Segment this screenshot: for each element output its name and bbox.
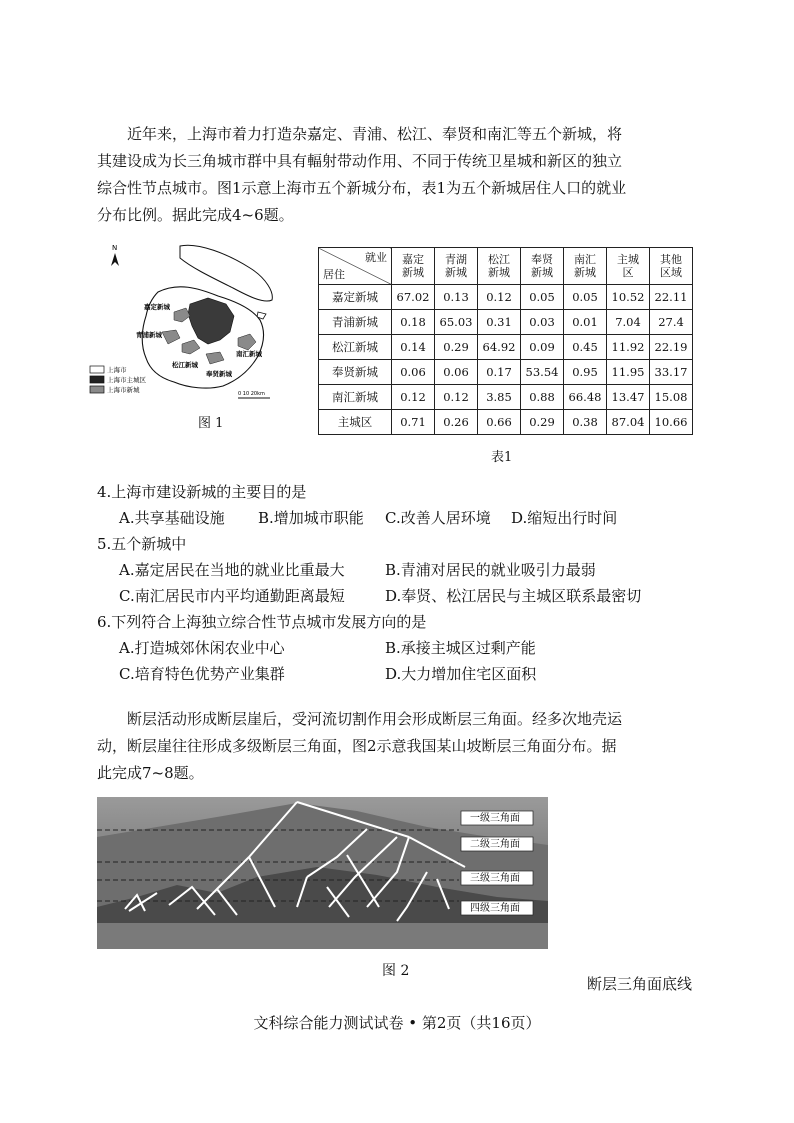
level-2-label: 二级三角面 [470, 839, 520, 850]
question-4-stem: 4.上海市建设新城的主要目的是 [97, 483, 307, 501]
q6-option-d: D.大力增加住宅区面积 [385, 665, 537, 683]
column-header: 嘉定 新城 [392, 248, 435, 285]
question-5-stem: 5.五个新城中 [97, 535, 187, 553]
table-cell: 22.11 [650, 285, 693, 310]
passage2-paragraph [97, 706, 697, 787]
intro-line: 综合性节点城市。图1示意上海市五个新城分布，表1为五个新城居住人口的就业 [97, 179, 627, 197]
table-cell: 0.66 [478, 410, 521, 435]
table-cell: 87.04 [607, 410, 650, 435]
table-cell: 0.12 [435, 385, 478, 410]
table-row [319, 385, 693, 410]
table-cell: 0.45 [564, 335, 607, 360]
q4-option-c: C.改善人居环境 [385, 509, 491, 527]
intro-paragraph [97, 121, 697, 229]
corner-top-label: 就业 [365, 251, 387, 264]
column-header: 南汇 新城 [564, 248, 607, 285]
table-cell: 22.19 [650, 335, 693, 360]
q5-option-c: C.南汇居民市内平均通勤距离最短 [119, 587, 345, 605]
table-cell: 3.85 [478, 385, 521, 410]
fengxian-label: 奉贤新城 [206, 370, 232, 378]
table-cell: 13.47 [607, 385, 650, 410]
level-4-label: 四级三角面 [470, 903, 520, 914]
legend-main-city: 上海市主城区 [107, 376, 146, 384]
table-cell: 0.14 [392, 335, 435, 360]
q5-option-b: B.青浦对居民的就业吸引力最弱 [385, 561, 596, 579]
row-label: 松江新城 [319, 335, 392, 360]
table-cell: 0.88 [521, 385, 564, 410]
q6-option-b: B.承接主城区过剩产能 [385, 639, 536, 657]
column-header: 奉贤 新城 [521, 248, 564, 285]
q4-option-b: B.增加城市职能 [258, 509, 364, 527]
intro-line: 其建设成为长三角城市群中具有輻射带动作用、不同于传统卫星城和新区的独立 [97, 152, 623, 170]
table-row [319, 335, 693, 360]
songjiang-label: 松江新城 [172, 361, 198, 369]
table-cell: 0.03 [521, 310, 564, 335]
table-cell: 0.29 [521, 410, 564, 435]
legend-shanghai: 上海市 [107, 366, 127, 374]
qingpu-label: 青浦新城 [136, 331, 162, 339]
table-cell: 0.06 [392, 360, 435, 385]
employment-table [318, 247, 693, 435]
level-3-label: 三级三角面 [470, 873, 520, 884]
table-cell: 0.29 [435, 335, 478, 360]
table-cell: 0.18 [392, 310, 435, 335]
north-arrow-icon [111, 253, 119, 266]
table-cell: 0.38 [564, 410, 607, 435]
intro-line: 近年来，上海市着力打造杂嘉定、青浦、松江、奉贤和南汇等五个新城，将 [127, 125, 623, 143]
table-cell: 65.03 [435, 310, 478, 335]
shanghai-new-cities-map [88, 240, 298, 405]
passage2-line: 断层活动形成断层崖后，受河流切割作用会形成断层三角面。经多次地壳运 [127, 710, 623, 728]
column-header: 青湖 新城 [435, 248, 478, 285]
table-cell: 0.95 [564, 360, 607, 385]
question-6-stem: 6.下列符合上海独立综合性节点城市发展方向的是 [97, 613, 427, 631]
q5-option-d: D.奉贤、松江居民与主城区联系最密切 [385, 587, 642, 605]
q5-option-a: A.嘉定居民在当地的就业比重最大 [119, 561, 345, 579]
table-cell: 0.01 [564, 310, 607, 335]
column-header: 其他 区域 [650, 248, 693, 285]
level-1-label: 一级三角面 [470, 813, 520, 824]
table-cell: 0.13 [435, 285, 478, 310]
table1-caption: 表1 [491, 450, 513, 465]
table-cell: 33.17 [650, 360, 693, 385]
map-legend [90, 365, 147, 394]
scale-label: 0 10 20km [238, 391, 265, 397]
passage2-line: 此完成7~8题。 [97, 764, 204, 782]
table-header-row [319, 248, 693, 285]
table-row [319, 360, 693, 385]
table-cell: 15.08 [650, 385, 693, 410]
figure2-caption: 图 2 [382, 963, 410, 979]
column-header: 松江 新城 [478, 248, 521, 285]
page-footer: 文科综合能力测试试卷 • 第2页（共16页） [253, 1014, 541, 1032]
fault-facet-photo [97, 797, 548, 949]
intro-line: 分布比例。据此完成4~6题。 [97, 206, 294, 224]
table-cell: 64.92 [478, 335, 521, 360]
table-row [319, 410, 693, 435]
table-cell: 27.4 [650, 310, 693, 335]
table-cell: 0.12 [392, 385, 435, 410]
q6-option-c: C.培育特色优势产业集群 [119, 665, 285, 683]
table-cell: 0.05 [564, 285, 607, 310]
north-label: N [112, 244, 118, 252]
nanhui-label: 南汇新城 [236, 350, 262, 358]
table-row [319, 310, 693, 335]
table-cell: 53.54 [521, 360, 564, 385]
table-cell: 67.02 [392, 285, 435, 310]
table-row [319, 285, 693, 310]
table-cell: 0.05 [521, 285, 564, 310]
plain-ground [97, 923, 548, 949]
legend-new-city: 上海市新城 [107, 386, 140, 394]
row-label: 青浦新城 [319, 310, 392, 335]
row-label: 主城区 [319, 410, 392, 435]
passage2-line: 动，断层崖往往形成多级断层三角面，图2示意我国某山坡断层三角面分布。据 [97, 737, 617, 755]
jiading-label: 嘉定新城 [144, 303, 170, 311]
row-label: 奉贤新城 [319, 360, 392, 385]
q6-option-a: A.打造城郊休闲农业中心 [119, 639, 285, 657]
fault-baseline-label: 断层三角面底线 [587, 975, 693, 993]
row-label: 南汇新城 [319, 385, 392, 410]
table-cell: 0.71 [392, 410, 435, 435]
table-cell: 7.04 [607, 310, 650, 335]
column-header: 主城 区 [607, 248, 650, 285]
figure1-caption: 图 1 [198, 416, 224, 431]
table-cell: 11.95 [607, 360, 650, 385]
table-cell: 0.31 [478, 310, 521, 335]
q4-option-a: A.共享基础设施 [119, 509, 225, 527]
table-corner-cell [319, 248, 392, 285]
table-cell: 10.66 [650, 410, 693, 435]
table-cell: 0.26 [435, 410, 478, 435]
q4-option-d: D.缩短出行时间 [511, 509, 618, 527]
table-cell: 0.06 [435, 360, 478, 385]
row-label: 嘉定新城 [319, 285, 392, 310]
table-cell: 66.48 [564, 385, 607, 410]
corner-bottom-label: 居住 [323, 268, 345, 281]
table-cell: 10.52 [607, 285, 650, 310]
table-cell: 0.09 [521, 335, 564, 360]
table-cell: 11.92 [607, 335, 650, 360]
table-cell: 0.12 [478, 285, 521, 310]
table-cell: 0.17 [478, 360, 521, 385]
